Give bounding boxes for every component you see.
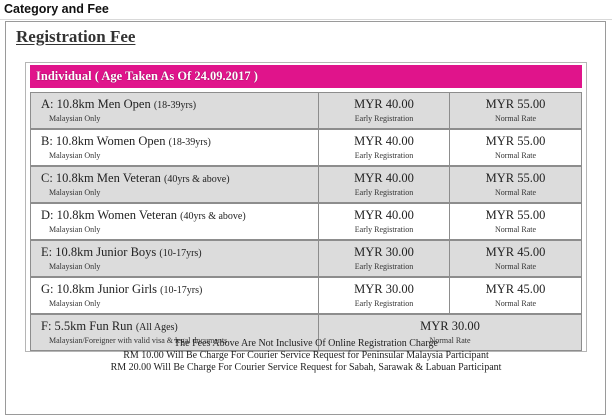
early-price-label: Early Registration (354, 114, 414, 123)
early-price: MYR 40.00 (354, 208, 414, 222)
normal-price-label: Normal Rate (494, 225, 537, 234)
eligibility-note: Malaysian/Foreigner with valid visa & legal documents (49, 336, 228, 345)
age-range: (40yrs & above) (180, 211, 246, 222)
normal-price-label: Normal Rate (494, 188, 537, 197)
eligibility-note: Malaysian Only (49, 225, 101, 234)
page-header: Category and Fee (4, 2, 109, 16)
early-price-label: Early Registration (354, 225, 414, 234)
eligibility-note: Malaysian Only (49, 188, 101, 197)
normal-price: MYR 55.00 (485, 97, 546, 111)
normal-price-cell (449, 129, 582, 166)
fee-table (25, 62, 587, 352)
early-price-cell (318, 240, 450, 277)
normal-price-cell (449, 166, 582, 203)
category-cell (30, 240, 319, 277)
eligibility-note: Malaysian Only (49, 151, 101, 160)
normal-price-label: Normal Rate (494, 262, 537, 271)
normal-price: MYR 55.00 (485, 171, 546, 185)
age-range: (18-39yrs) (168, 137, 211, 148)
table-row (30, 277, 582, 314)
category-cell (30, 166, 319, 203)
category-cell (30, 92, 319, 129)
registration-fee-panel (5, 21, 606, 415)
early-price-cell (318, 166, 450, 203)
eligibility-note: Malaysian Only (49, 262, 101, 271)
category-label: A: 10.8km Men Open (41, 97, 151, 111)
category-label: E: 10.8km Junior Boys (41, 245, 157, 259)
normal-price-cell (449, 240, 582, 277)
normal-price: MYR 55.00 (485, 134, 546, 148)
table-row (30, 203, 582, 240)
normal-price-cell (449, 92, 582, 129)
early-price: MYR 30.00 (354, 245, 414, 259)
fee-note-line: The Fees Above Are Not Inclusive Of Online Registration Charge (174, 338, 438, 349)
early-price-cell (318, 277, 450, 314)
age-range: (All Ages) (135, 322, 178, 333)
early-price-label: Early Registration (354, 151, 414, 160)
fun-run-price: MYR 30.00 (420, 319, 480, 333)
category-cell (30, 277, 319, 314)
early-price-cell (318, 203, 450, 240)
early-price: MYR 40.00 (354, 171, 414, 185)
fee-note-line: RM 20.00 Will Be Charge For Courier Service Request for Sabah, Sarawak & Labuan Participant (110, 362, 502, 373)
table-row (30, 240, 582, 277)
category-band: Individual ( Age Taken As Of 24.09.2017 ) (30, 65, 582, 88)
table-row (30, 129, 582, 166)
fee-note-line: RM 10.00 Will Be Charge For Courier Service Request for Peninsular Malaysia Participant (123, 350, 489, 361)
eligibility-note: Malaysian Only (49, 114, 101, 123)
category-cell (30, 129, 319, 166)
normal-price-cell (449, 277, 582, 314)
fee-notes (25, 338, 587, 374)
header-divider (0, 19, 612, 20)
early-price: MYR 40.00 (354, 97, 414, 111)
early-price-label: Early Registration (354, 262, 414, 271)
early-price: MYR 30.00 (354, 282, 414, 296)
normal-price-label: Normal Rate (494, 151, 537, 160)
category-cell (30, 203, 319, 240)
eligibility-note: Malaysian Only (49, 299, 101, 308)
normal-price: MYR 55.00 (485, 208, 546, 222)
category-label: C: 10.8km Men Veteran (41, 171, 161, 185)
normal-price-cell (449, 203, 582, 240)
category-label: G: 10.8km Junior Girls (41, 282, 157, 296)
table-row (30, 166, 582, 203)
age-range: (10-17yrs) (159, 248, 202, 259)
age-range: (18-39yrs) (153, 100, 197, 111)
early-price-cell (318, 92, 450, 129)
normal-price: MYR 45.00 (485, 282, 546, 296)
category-label: F: 5.5km Fun Run (41, 319, 133, 333)
early-price: MYR 40.00 (354, 134, 414, 148)
age-range: (10-17yrs) (160, 285, 203, 296)
early-price-label: Early Registration (354, 299, 414, 308)
category-label: B: 10.8km Women Open (41, 134, 166, 148)
category-label: D: 10.8km Women Veteran (41, 208, 178, 222)
normal-price-label: Normal Rate (494, 299, 537, 308)
fun-run-price-label: Normal Rate (429, 336, 471, 345)
normal-price: MYR 45.00 (485, 245, 546, 259)
section-title: Registration Fee (16, 27, 136, 46)
table-row (30, 92, 582, 129)
age-range: (40yrs & above) (164, 174, 230, 185)
early-price-cell (318, 129, 450, 166)
early-price-label: Early Registration (354, 188, 414, 197)
normal-price-label: Normal Rate (494, 114, 537, 123)
